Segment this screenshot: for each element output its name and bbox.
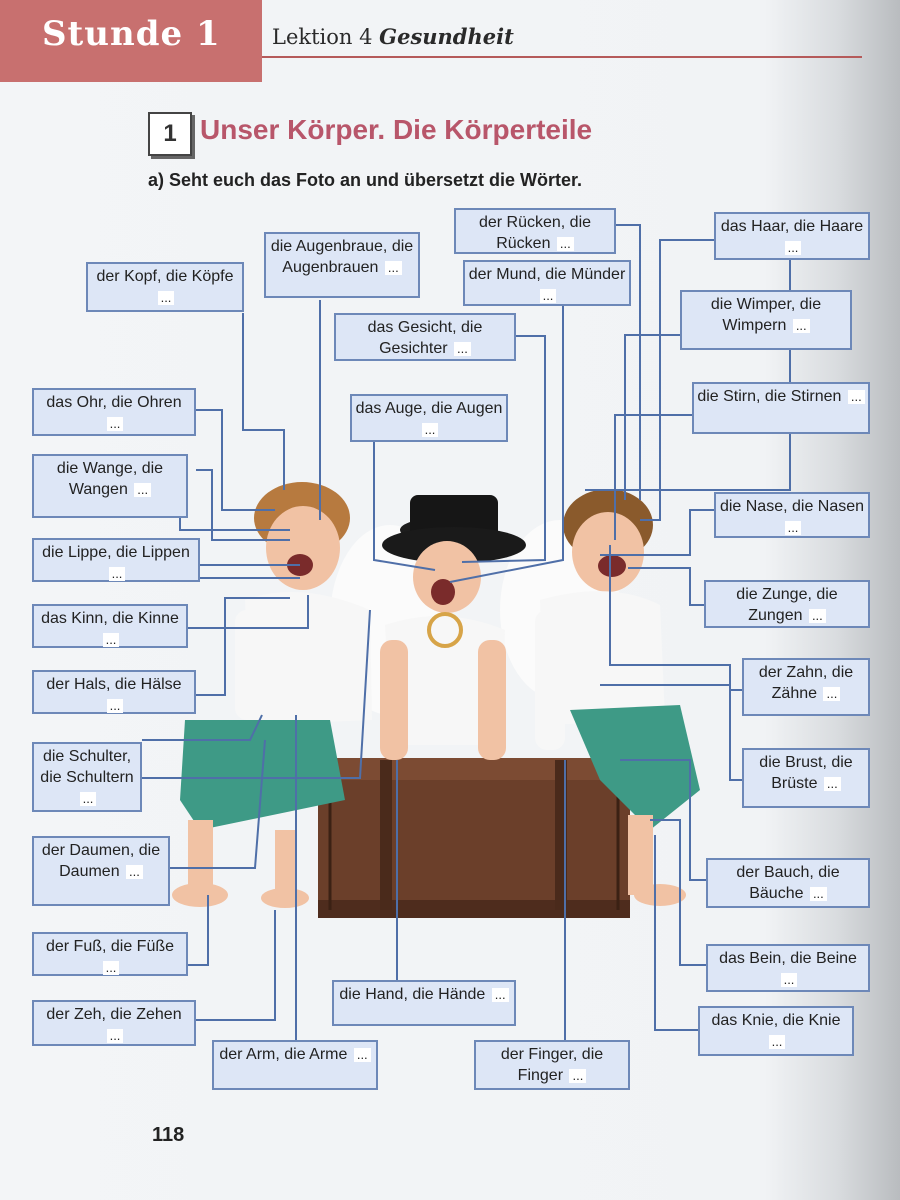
label-text: der Mund, die Münder [468,266,626,283]
answer-blank: ... [126,865,143,879]
label-bauch [706,858,870,908]
answer-blank: ... [785,241,802,255]
label-kinn [32,604,188,648]
answer-blank: ... [492,988,509,1002]
label-hand [332,980,516,1026]
lesson-heading: Stunde 1 [42,14,221,54]
answer-blank: ... [848,390,865,404]
label-knie [698,1006,854,1056]
answer-blank: ... [158,291,175,305]
label-gesicht [334,313,516,361]
answer-blank: ... [569,1069,586,1083]
answer-blank: ... [385,261,402,275]
label-auge [350,394,508,442]
label-wimper [680,290,852,350]
label-lippe [32,538,200,582]
label-nase [714,492,870,538]
label-daumen [32,836,170,906]
label-text: das Ohr, die Ohren [46,394,182,411]
label-text: die Lippe, die Lippen [42,544,190,561]
label-augenbraue [264,232,420,298]
label-text: die Brust, die Brüste [759,754,853,792]
answer-blank: ... [107,417,124,431]
answer-blank: ... [823,687,840,701]
answer-blank: ... [785,521,802,535]
answer-blank: ... [80,792,97,806]
label-text: der Fuß, die Füße [45,938,175,955]
label-text: die Stirn, die Stirnen [697,388,842,405]
label-stirn [692,382,870,434]
label-schulter [32,742,142,812]
label-text: das Knie, die Knie [711,1012,841,1029]
label-text: das Kinn, die Kinne [41,610,179,627]
label-text: die Nase, die Nasen [719,498,865,515]
label-text: die Zunge, die Zungen [736,586,838,624]
label-finger [474,1040,630,1090]
label-text: die Hand, die Hände [339,986,486,1003]
label-text: das Haar, die Haare [720,218,864,235]
answer-blank: ... [422,423,439,437]
label-zeh [32,1000,196,1046]
answer-blank: ... [109,567,126,581]
answer-blank: ... [134,483,151,497]
answer-blank: ... [557,237,574,251]
chapter-number: Lektion 4 [272,25,373,49]
chapter-title: Gesundheit [379,24,514,49]
label-bein [706,944,870,992]
answer-blank: ... [793,319,810,333]
label-zunge [704,580,870,628]
label-zahn [742,658,870,716]
label-ohr [32,388,196,436]
answer-blank: ... [107,1029,124,1043]
exercise-number: 1 [148,112,192,156]
label-text: der Bauch, die Bäuche [736,864,840,902]
label-text: die Augenbraue, die Augenbrauen [270,238,414,276]
label-mund [463,260,631,306]
label-arm [212,1040,378,1090]
answer-blank: ... [810,887,827,901]
answer-blank: ... [107,699,124,713]
label-text: der Kopf, die Köpfe [96,268,234,285]
answer-blank: ... [103,633,120,647]
label-text: der Zahn, die Zähne [758,664,854,702]
answer-blank: ... [354,1048,371,1062]
label-kopf [86,262,244,312]
exercise-title: Unser Körper. Die Körperteile [200,114,593,145]
label-text: der Rücken, die Rücken [478,214,592,252]
label-hals [32,670,196,714]
answer-blank: ... [769,1035,786,1049]
label-text: der Arm, die Arme [219,1046,348,1063]
label-text: der Zeh, die Zehen [46,1006,182,1023]
answer-blank: ... [824,777,841,791]
label-text: die Wimper, die Wimpern [710,296,822,334]
label-text: die Wange, die Wangen [56,460,164,498]
answer-blank: ... [809,609,826,623]
label-text: die Schulter, die Schultern [40,748,134,786]
label-haar [714,212,870,260]
label-text: das Gesicht, die Gesichter [367,319,483,357]
answer-blank: ... [454,342,471,356]
label-text: der Finger, die Finger [500,1046,604,1084]
label-fuss [32,932,188,976]
task-instruction: a) Seht euch das Foto an und übersetzt die Wörter. [148,170,583,190]
answer-blank: ... [781,973,798,987]
answer-blank: ... [540,289,557,303]
label-ruecken [454,208,616,254]
label-wange [32,454,188,518]
label-text: der Daumen, die Daumen [41,842,161,880]
answer-blank: ... [103,961,120,975]
label-text: der Hals, die Hälse [46,676,182,693]
label-brust [742,748,870,808]
label-text: das Bein, die Beine [719,950,857,967]
page-number: 118 [152,1124,185,1146]
label-text: das Auge, die Augen [355,400,503,417]
